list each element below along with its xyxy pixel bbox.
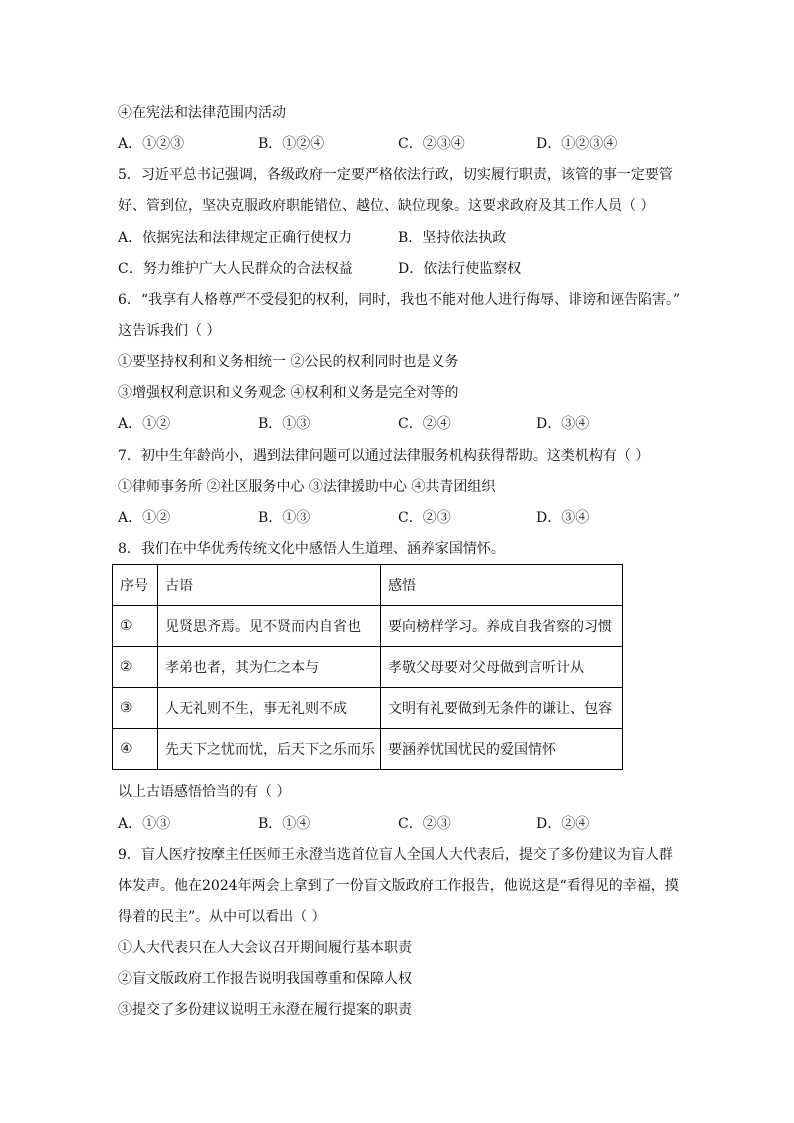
q6-stem-line-1: 6．“我享有人格尊严不受侵犯的权利，同时，我也不能对他人进行侮辱、诽谤和诬告陷害。” bbox=[118, 292, 681, 308]
table-cell-insight: 要向榜样学习。养成自我省察的习惯 bbox=[381, 606, 623, 647]
table-row bbox=[113, 647, 623, 688]
table-cell-number: ② bbox=[113, 647, 158, 688]
q5-option-b: B．坚持依法执政 bbox=[398, 230, 507, 246]
table-cell-insight: 要涵养忧国忧民的爱国情怀 bbox=[381, 729, 623, 770]
q6-stem-line-2: 这告诉我们（ ） bbox=[118, 323, 221, 339]
q4-option-c: C．②③④ bbox=[398, 136, 465, 152]
q7-items: ①律师事务所 ②社区服务中心 ③法律援助中心 ④共青团组织 bbox=[118, 479, 496, 495]
table-cell-saying: 先天下之忧而忧，后天下之乐而乐 bbox=[158, 729, 381, 770]
q6-items-line-1: ①要坚持权利和义务相统一 ②公民的权利同时也是义务 bbox=[118, 354, 459, 370]
table-header-cell: 感悟 bbox=[381, 565, 623, 606]
table-cell-number: ④ bbox=[113, 729, 158, 770]
table-row bbox=[113, 606, 623, 647]
q9-item-1: ①人大代表只在人大会议召开期间履行基本职责 bbox=[118, 940, 412, 956]
q6-option-d: D．③④ bbox=[536, 416, 590, 432]
q8-stem: 8．我们在中华优秀传统文化中感悟人生道理、涵养家国情怀。 bbox=[118, 541, 505, 557]
table-header-cell: 古语 bbox=[158, 565, 381, 606]
q6-option-a: A．①② bbox=[118, 416, 171, 432]
q8-table bbox=[112, 564, 623, 770]
q4-option-a: A．①②③ bbox=[118, 136, 185, 152]
q9-item-2: ②盲文版政府工作报告说明我国尊重和保障人权 bbox=[118, 971, 412, 987]
q5-stem-line-1: 5．习近平总书记强调，各级政府一定要严格依法行政，切实履行职责，该管的事一定要管 bbox=[118, 167, 673, 183]
q7-stem: 7．初中生年龄尚小，遇到法律问题可以通过法律服务机构获得帮助。这类机构有（ ） bbox=[118, 448, 650, 464]
table-header-row bbox=[113, 565, 623, 606]
table-cell-saying: 孝弟也者，其为仁之本与 bbox=[158, 647, 381, 688]
table-cell-insight: 文明有礼要做到无条件的谦让、包容 bbox=[381, 688, 623, 729]
q6-option-c: C．②④ bbox=[398, 416, 451, 432]
q7-option-d: D．③④ bbox=[536, 510, 590, 526]
table-cell-number: ① bbox=[113, 606, 158, 647]
q9-stem-line-3: 得着的民主”。从中可以看出（ ） bbox=[118, 909, 326, 925]
q6-option-b: B．①③ bbox=[258, 416, 311, 432]
q7-option-c: C．②③ bbox=[398, 510, 451, 526]
q6-items-line-2: ③增强权利意识和义务观念 ④权利和义务是完全对等的 bbox=[118, 385, 459, 401]
q5-option-a: A．依据宪法和法律规定正确行使权力 bbox=[118, 230, 353, 246]
q8-option-d: D．②④ bbox=[536, 816, 590, 832]
q5-stem-line-2: 好、管到位，坚决克服政府职能错位、越位、缺位现象。这要求政府及其工作人员（ ） bbox=[118, 198, 655, 214]
q8-after-table: 以上古语感悟恰当的有（ ） bbox=[118, 784, 291, 800]
q9-item-3: ③提交了多份建议说明王永澄在履行提案的职责 bbox=[118, 1002, 412, 1018]
table-cell-insight: 孝敬父母要对父母做到言听计从 bbox=[381, 647, 623, 688]
table-row bbox=[113, 688, 623, 729]
q7-option-a: A．①② bbox=[118, 510, 171, 526]
table-cell-saying: 人无礼则不生，事无礼则不成 bbox=[158, 688, 381, 729]
q7-option-b: B．①③ bbox=[258, 510, 311, 526]
table-row bbox=[113, 729, 623, 770]
q8-option-c: C．②③ bbox=[398, 816, 451, 832]
q9-stem-line-2: 体发声。他在2024年两会上拿到了一份盲文版政府工作报告，他说这是“看得见的幸福，摸 bbox=[118, 878, 679, 894]
table-cell-number: ③ bbox=[113, 688, 158, 729]
table-header-cell: 序号 bbox=[113, 565, 158, 606]
q8-option-a: A．①③ bbox=[118, 816, 171, 832]
q5-option-c: C．努力维护广大人民群众的合法权益 bbox=[118, 261, 353, 277]
q9-stem-line-1: 9．盲人医疗按摩主任医师王永澄当选首位盲人全国人大代表后，提交了多份建议为盲人群 bbox=[118, 847, 673, 863]
q5-option-d: D．依法行使监察权 bbox=[398, 261, 522, 277]
q4-option-b: B．①②④ bbox=[258, 136, 325, 152]
q4-option-d: D．①②③④ bbox=[536, 136, 618, 152]
table-cell-saying: 见贤思齐焉。见不贤而内自省也 bbox=[158, 606, 381, 647]
q8-option-b: B．①④ bbox=[258, 816, 311, 832]
q4-item-4: ④在宪法和法律范围内活动 bbox=[118, 105, 286, 121]
